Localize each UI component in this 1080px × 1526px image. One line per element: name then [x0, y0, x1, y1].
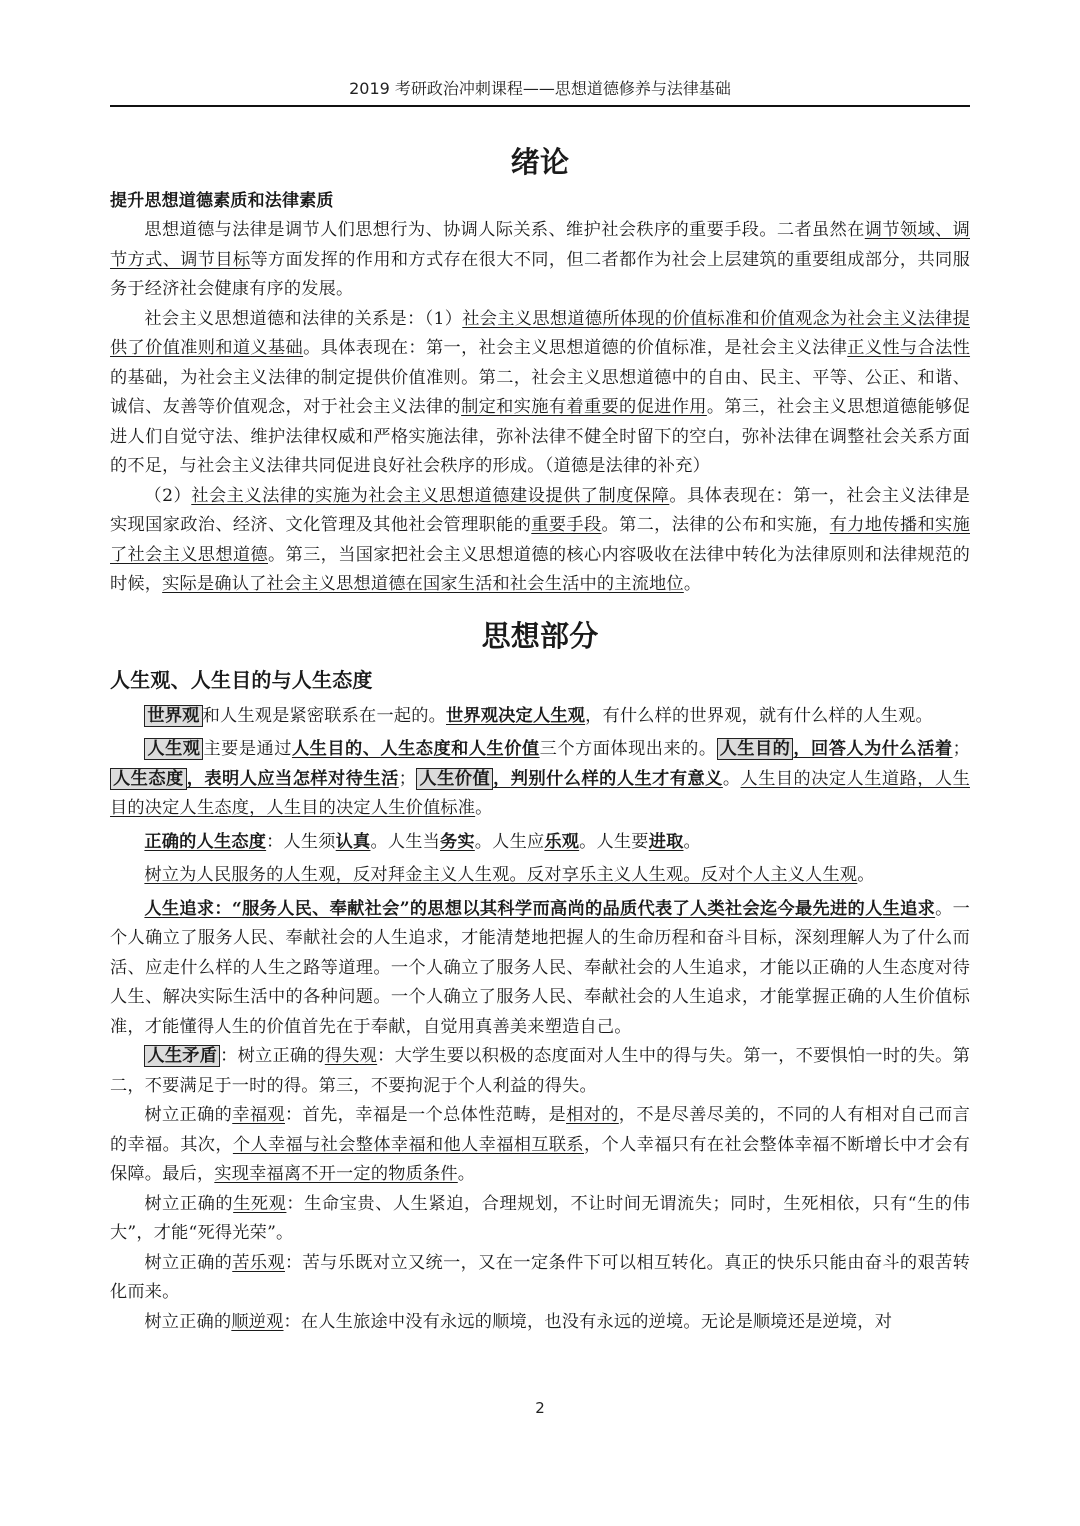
- text-run: 和人生观是紧密联系在一起的。: [202, 705, 446, 726]
- text-run: ：在人生旅途中没有永远的顺境，也没有永远的逆境。无论是顺境还是逆境，对: [283, 1311, 893, 1332]
- section-title-intro: 绪论: [510, 145, 570, 179]
- underlined-text: 正义性与合法性: [847, 338, 971, 358]
- text-run: 。: [457, 1164, 476, 1184]
- boxed-term: 人生目的: [717, 738, 794, 760]
- underlined-text: 社会主义思想道德所体现的价值标准和价值观念为社会主义法律提供了价值准则和道义基础: [110, 308, 970, 358]
- emphasis-text: ，表明人应当怎样对待生活: [186, 768, 399, 789]
- text-run: 树立正确的: [144, 1311, 232, 1332]
- paragraph: [110, 1101, 970, 1190]
- text-run: 。第二，法律的公布和实施，: [601, 515, 830, 535]
- underlined-text: 有力地传播和实施了社会主义思想道德: [110, 515, 970, 565]
- section-subtitle-intro: 提升思想道德素质和法律素质: [110, 191, 334, 211]
- text-run: 。: [722, 768, 741, 789]
- text-run: 。一个人确立了服务人民、奉献社会的人生追求，才能清楚地把握人的生命历程和奋斗目标，深刻理解人为了什么而活、应走什么样的人生之路等道理。一个人确立了服务人民、奉献社会的人生追求，才能以正确的人生态度对待人生、解决实际生活中的各种问题。一个人确立了服务人民、奉献社会的人生追求，才能掌握正确的人生价值标准，才能懂得人生的价值首先在于奉献，自觉用真善美来塑造自己。: [110, 898, 970, 1037]
- text-run: 。: [475, 798, 493, 818]
- page-number: 2: [535, 1399, 545, 1417]
- text-run: 树立正确的: [144, 1252, 233, 1273]
- text-run: 。: [683, 574, 702, 594]
- text-run: ，个人幸福只有在社会整体幸福不断增长中才会有保障。最后，: [110, 1134, 971, 1184]
- text-run: 。: [683, 831, 701, 852]
- text-run: ，有什么样的世界观，就有什么样的人生观。: [585, 705, 933, 726]
- paragraph: [110, 895, 970, 1043]
- text-run: 。具体表现在：第一，社会主义法律是实现国家政治、经济、文化管理及其他社会管理职能的: [110, 485, 971, 535]
- text-run: 。第三，社会主义思想道德能够促进人们自觉守法、维护法律权威和严格实施法律，弥补法律不健全时留下的空白，弥补法律在调整社会关系方面的不足，与社会主义法律共同促进良好社会秩序的形成。（道德是法律的补充）: [110, 397, 970, 476]
- text-run: 。: [857, 865, 875, 885]
- text-run: 。第三，当国家把社会主义思想道德的核心内容吸收在法律中转化为法律原则和法律规范的时候，: [110, 544, 970, 594]
- emphasis-text: 务实: [440, 831, 475, 852]
- paragraph: [110, 216, 970, 305]
- paragraph: [110, 1190, 970, 1249]
- text-run: ：大学生要以积极的态度面对人生中的得与失。第一，不要惧怕一时的失。第二，不要满足于一时的得。第三，不要拘泥于个人利益的得失。: [110, 1046, 970, 1096]
- boxed-term: 人生矛盾: [144, 1045, 220, 1067]
- section-subtitle-thought: 人生观、人生目的与人生态度: [110, 667, 373, 692]
- emphasis-text: 乐观: [544, 831, 580, 852]
- underlined-text: 人生目的决定人生道路，人生目的决定人生态度，人生目的决定人生价值标准: [110, 768, 970, 818]
- text-run: ，不是尽善尽美的，不同的人有相对自己而言的幸福。其次，: [110, 1105, 970, 1155]
- emphasis-text: 人生追求：“服务人民、奉献社会”的思想以其科学而高尚的品质代表了人类社会迄今最先进的人生追求: [144, 898, 936, 919]
- boxed-term: 人生观: [144, 738, 203, 760]
- text-run: 。具体表现在：第一，社会主义思想道德的价值标准，是社会主义法律: [303, 338, 848, 358]
- underlined-text: 幸福观: [232, 1105, 285, 1125]
- boxed-term: 世界观: [144, 705, 202, 727]
- text-run: （2）: [144, 485, 192, 506]
- text-run: 树立正确的: [144, 1105, 233, 1125]
- paragraph: [110, 828, 970, 858]
- underlined-text: 个人幸福与社会整体幸福和他人幸福相互联系: [232, 1134, 584, 1155]
- paragraph: [110, 735, 970, 824]
- text-run: ：树立正确的: [220, 1046, 325, 1066]
- paragraph: [110, 482, 970, 600]
- boxed-term: 人生价值: [416, 768, 493, 790]
- underlined-text: 苦乐观: [232, 1252, 285, 1273]
- emphasis-text: 进取: [648, 831, 684, 852]
- underlined-text: 相对的: [566, 1105, 619, 1125]
- section-title-thought: 思想部分: [481, 618, 599, 653]
- boxed-term: 人生态度: [110, 768, 187, 790]
- page-content: [110, 140, 970, 1337]
- underlined-text: 顺逆观: [231, 1311, 284, 1332]
- text-run: 思想道德与法律是调节人们思想行为、协调人际关系、维护社会秩序的重要手段。二者虽然在: [144, 220, 865, 240]
- text-run: 。人生要: [579, 831, 649, 852]
- text-run: ；: [398, 768, 417, 789]
- text-run: 三个方面体现出来的。: [539, 739, 717, 759]
- paragraph: [110, 1308, 970, 1338]
- running-header: 2019 考研政治冲刺课程——思想道德修养与法律基础: [110, 76, 970, 107]
- text-run: 树立正确的: [144, 1193, 234, 1214]
- emphasis-text: ，判别什么样的人生才有意义: [493, 768, 723, 789]
- underlined-text: 实现幸福离不开一定的物质条件: [214, 1164, 458, 1184]
- paragraph: [110, 861, 970, 891]
- text-run: 等方面发挥的作用和方式存在很大不同，但二者都作为社会上层建筑的重要组成部分，共同服务于经济社会健康有序的发展。: [110, 249, 970, 299]
- underlined-text: 树立为人民服务的人生观，反对拜金主义人生观。反对享乐主义人生观。反对个人主义人生观: [144, 865, 858, 885]
- underlined-text: 制定和实施有着重要的促进作用: [461, 397, 707, 417]
- text-run: 。人生当: [370, 831, 441, 852]
- emphasis-text: 认真: [335, 831, 371, 852]
- paragraph: [110, 1249, 970, 1308]
- underlined-text: 重要手段: [531, 515, 602, 535]
- text-run: 。人生应: [474, 831, 545, 852]
- paragraph: [110, 1042, 970, 1101]
- text-run: ：苦与乐既对立又统一，又在一定条件下可以相互转化。真正的快乐只能由奋斗的艰苦转化而来。: [110, 1252, 970, 1302]
- underlined-text: 生死观: [233, 1193, 287, 1214]
- text-run: ：生命宝贵、人生紧迫，合理规划，不让时间无谓流失；同时，生死相依，只有“生的伟大”，才能“死得光荣”。: [110, 1193, 970, 1243]
- emphasis-text: 正确的人生态度: [144, 831, 267, 852]
- underlined-text: 调节领域、调节方式、调节目标: [110, 220, 970, 270]
- underlined-text: 得失观: [324, 1046, 378, 1066]
- text-run: ：首先，幸福是一个总体性范畴，是: [284, 1105, 567, 1125]
- text-run: 社会主义思想道德和法律的关系是：（1）: [144, 308, 463, 329]
- text-run: 的基础，为社会主义法律的制定提供价值准则。第二，社会主义思想道德中的自由、民主、平等、公正、和谐、诚信、友善等价值观念，对于社会主义法律的: [110, 367, 970, 417]
- text-run: ；: [952, 739, 970, 759]
- emphasis-text: 人生目的、人生态度和人生价值: [291, 739, 540, 759]
- emphasis-text: 世界观决定人生观: [446, 705, 586, 726]
- paragraph: [110, 702, 970, 732]
- underlined-text: 社会主义法律的实施为社会主义思想道德建设提供了制度保障: [191, 485, 670, 506]
- text-run: 主要是通过: [203, 739, 292, 759]
- emphasis-text: ，回答人为什么活着: [793, 739, 953, 759]
- paragraph: [110, 305, 970, 482]
- text-run: ：人生须: [266, 831, 336, 852]
- underlined-text: 实际是确认了社会主义思想道德在国家生活和社会生活中的主流地位: [162, 574, 684, 594]
